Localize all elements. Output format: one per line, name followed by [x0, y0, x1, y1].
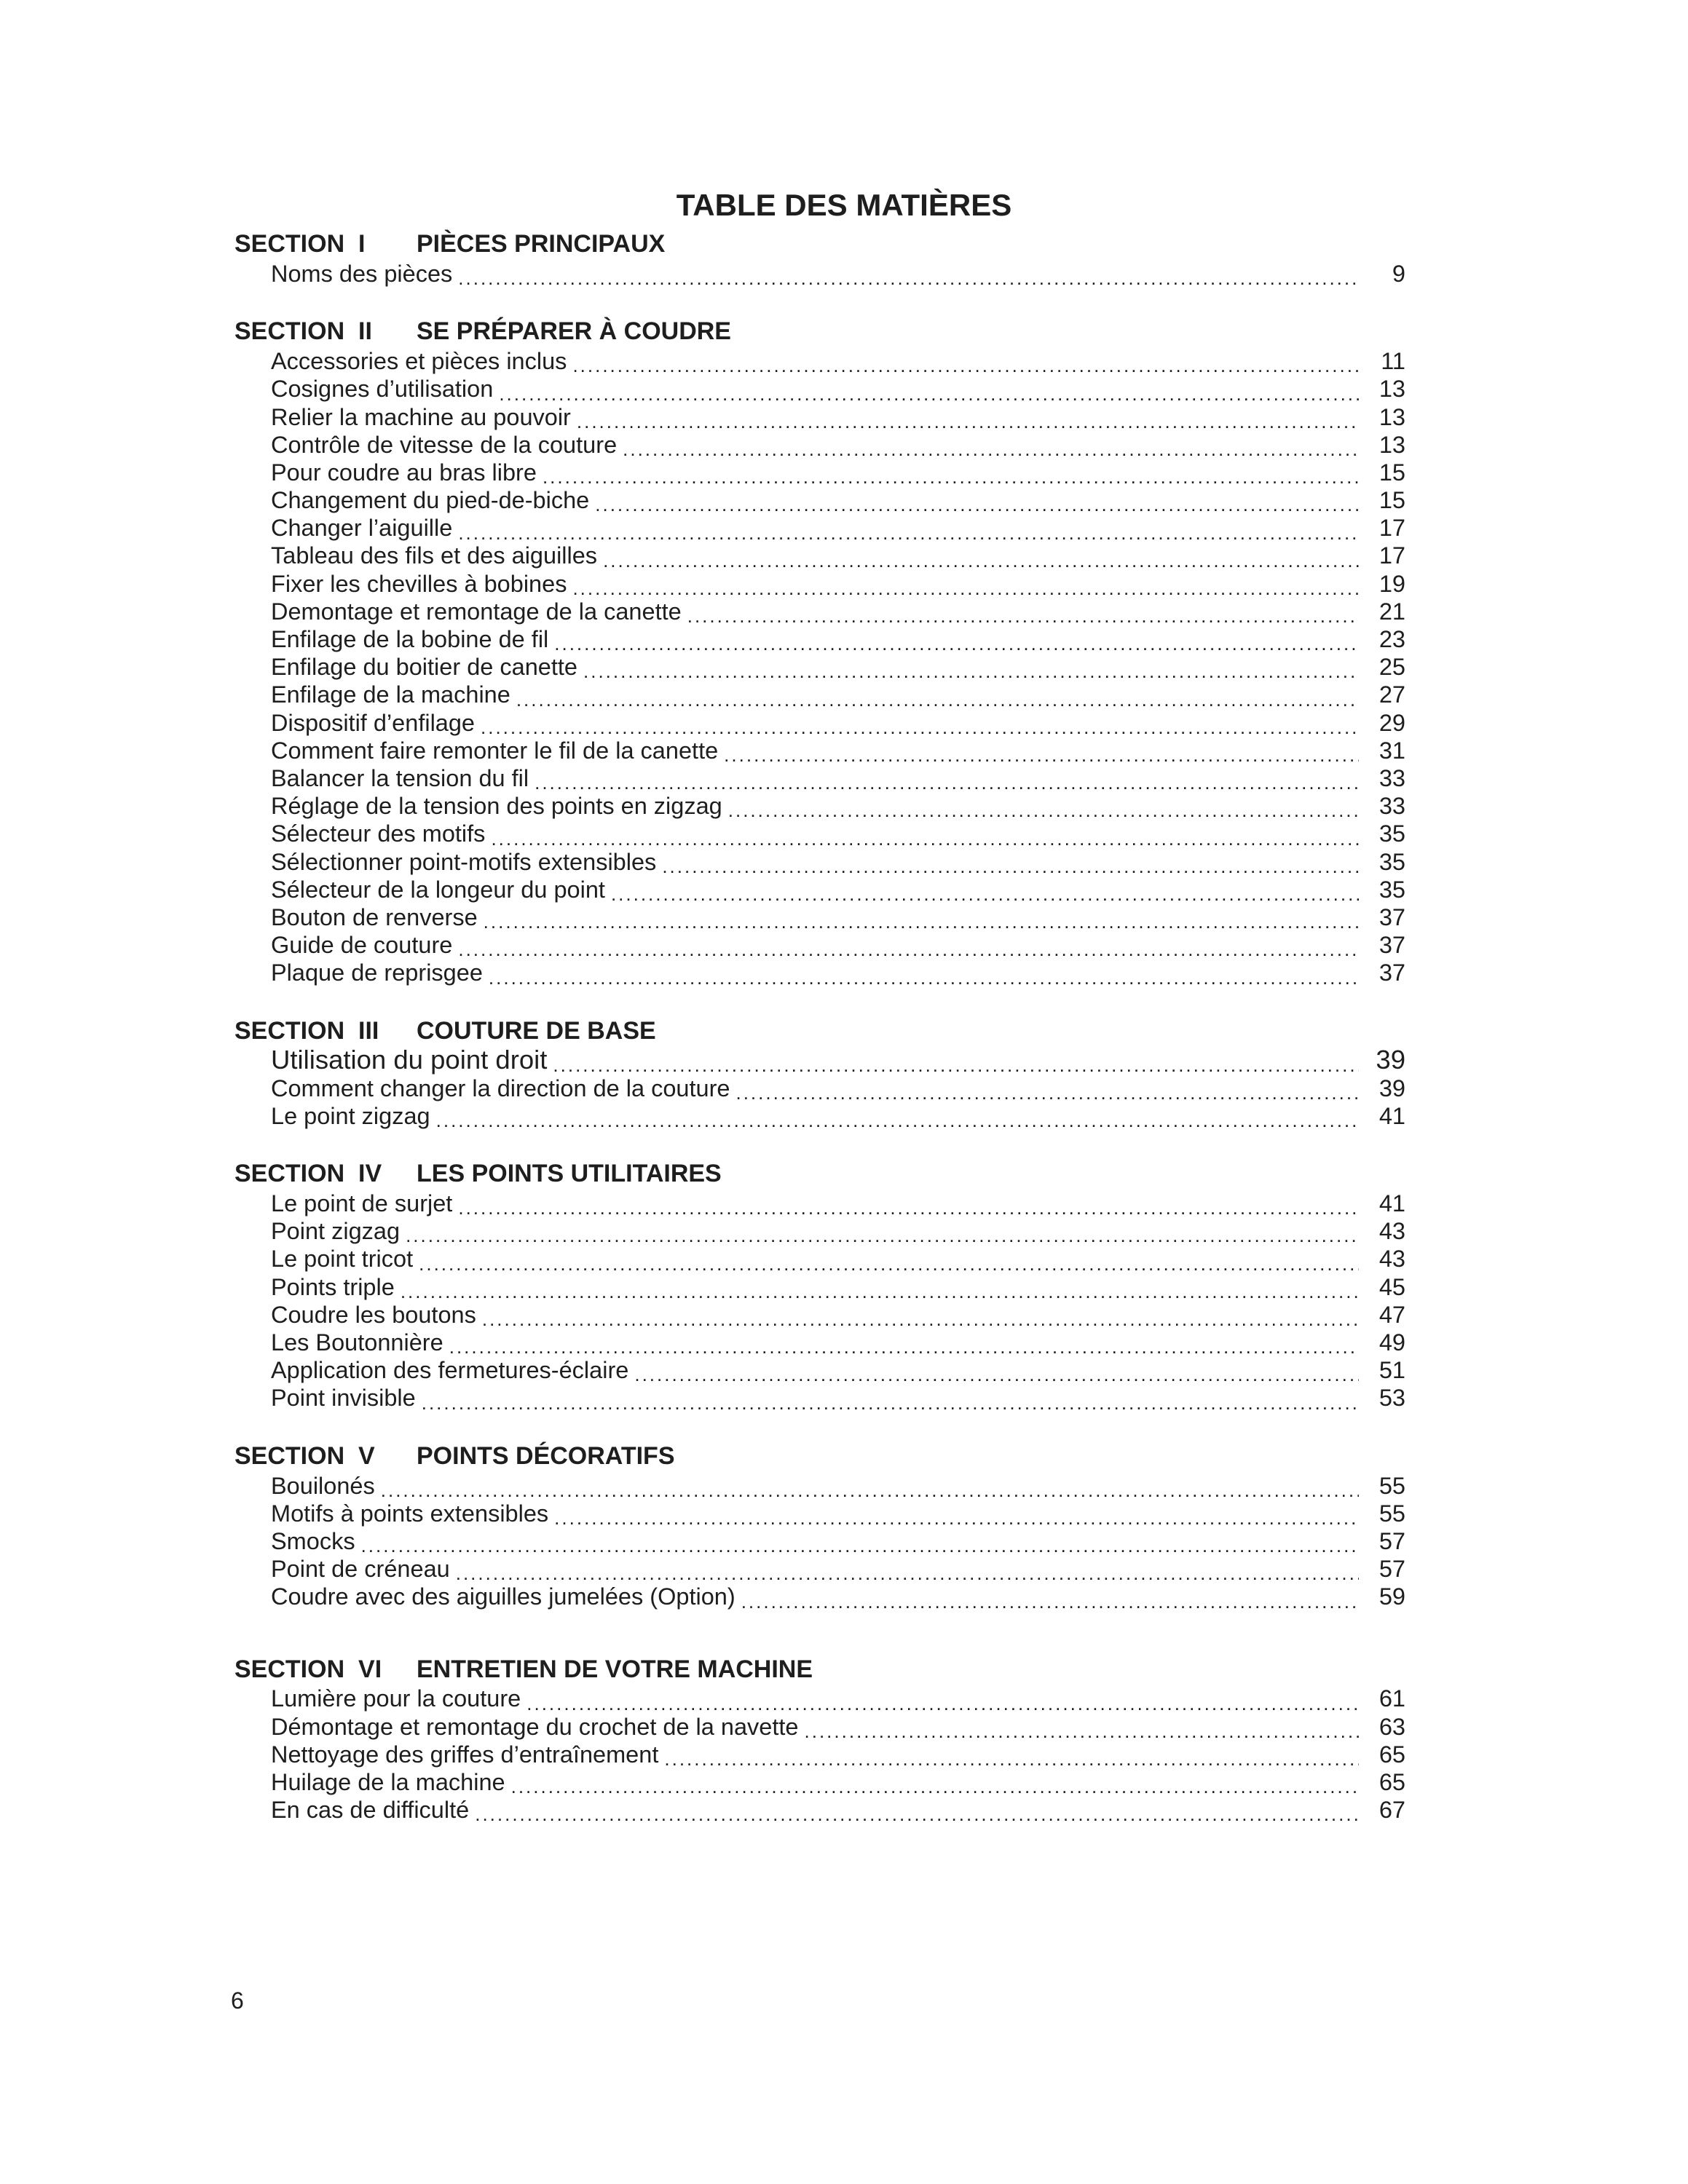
entry-label: Comment faire remonter le fil de la canette	[271, 737, 719, 764]
entry-label: Le point zigzag	[271, 1102, 430, 1129]
entry-page-number: 37	[1379, 903, 1405, 930]
toc-entry	[234, 1685, 1405, 1713]
dot-leader	[805, 1713, 1360, 1741]
entry-label: En cas de difficulté	[271, 1797, 470, 1824]
toc-entry	[234, 1075, 1405, 1102]
toc-entry	[234, 1190, 1405, 1217]
entry-label: Fixer les chevilles à bobines	[271, 570, 567, 597]
dot-leader	[664, 1741, 1359, 1768]
dot-leader	[735, 1075, 1359, 1102]
entry-page-number: 17	[1379, 515, 1405, 542]
entry-page-number: 17	[1379, 542, 1405, 569]
section-heading	[234, 1158, 1405, 1190]
dot-leader	[458, 260, 1359, 288]
toc-entry	[234, 764, 1405, 792]
entry-page-number: 53	[1379, 1385, 1405, 1412]
entry-page-number: 15	[1379, 459, 1405, 486]
dot-leader	[511, 1768, 1359, 1796]
entry-label: Démontage et remontage du crochet de la navette	[271, 1713, 799, 1740]
section-number: SECTION VI	[234, 1655, 382, 1683]
toc-entry	[234, 1555, 1405, 1583]
entry-label: Comment changer la direction de la couture	[271, 1075, 730, 1101]
dot-leader	[553, 1047, 1359, 1075]
entry-label: Les Boutonnière	[271, 1329, 443, 1356]
entry-page-number: 15	[1379, 487, 1405, 514]
dot-leader	[361, 1527, 1359, 1555]
entry-page-number: 11	[1381, 348, 1405, 375]
entry-label: Lumière pour la couture	[271, 1685, 521, 1712]
entry-page-number: 65	[1379, 1741, 1405, 1768]
entry-page-number: 45	[1379, 1273, 1405, 1300]
entry-label: Nettoyage des griffes d’entraînement	[271, 1741, 659, 1768]
entry-label: Contrôle de vitesse de la couture	[271, 431, 618, 458]
dot-leader	[401, 1273, 1359, 1301]
toc-entry	[234, 431, 1405, 459]
section-title: LES POINTS UTILITAIRES	[417, 1160, 722, 1188]
entry-page-number: 43	[1379, 1218, 1405, 1245]
toc-entry	[234, 542, 1405, 570]
entry-page-number: 21	[1379, 598, 1405, 625]
entry-label: Plaque de reprisgee	[271, 960, 483, 986]
section-heading	[234, 228, 1405, 260]
entry-page-number: 43	[1379, 1246, 1405, 1273]
dot-leader	[475, 1796, 1359, 1824]
entry-label: Enfilage de la bobine de fil	[271, 626, 549, 653]
dot-leader	[406, 1217, 1359, 1245]
entry-label: Enfilage du boitier de canette	[271, 654, 577, 681]
dot-leader	[577, 403, 1359, 431]
entry-label: Bouton de renverse	[271, 903, 478, 930]
toc-entry	[234, 347, 1405, 375]
entry-page-number: 25	[1379, 654, 1405, 681]
entry-page-number: 29	[1379, 709, 1405, 736]
page-title: TABLE DES MATIÈRES	[676, 188, 1012, 222]
dot-leader	[381, 1472, 1359, 1500]
entry-label: Application des fermetures-éclaire	[271, 1357, 629, 1384]
dot-leader	[456, 1555, 1359, 1583]
toc-entry	[234, 459, 1405, 486]
entry-page-number: 47	[1379, 1301, 1405, 1328]
dot-leader	[687, 598, 1359, 625]
toc-entry	[234, 959, 1405, 986]
entry-label: Changement du pied-de-biche	[271, 487, 590, 514]
toc-entry	[234, 403, 1405, 431]
entry-page-number: 61	[1379, 1685, 1405, 1712]
entry-label: Bouilonés	[271, 1472, 375, 1499]
entry-label: Point zigzag	[271, 1218, 401, 1245]
toc-entry	[234, 792, 1405, 820]
entry-page-number: 13	[1379, 431, 1405, 458]
toc-section	[234, 1158, 1405, 1412]
dot-leader	[422, 1384, 1359, 1412]
page-number: 6	[231, 1987, 244, 2014]
entry-label: Point invisible	[271, 1385, 416, 1412]
entry-label: Cosignes d’utilisation	[271, 376, 494, 403]
entry-page-number: 57	[1379, 1527, 1405, 1554]
entry-page-number: 13	[1379, 403, 1405, 430]
entry-page-number: 59	[1379, 1583, 1405, 1610]
toc-entry	[234, 1301, 1405, 1329]
toc-entry	[234, 681, 1405, 708]
entry-page-number: 41	[1379, 1102, 1405, 1129]
entry-page-number: 63	[1379, 1713, 1405, 1740]
toc-entry	[234, 486, 1405, 514]
dot-leader	[741, 1583, 1359, 1610]
toc-entry	[234, 1356, 1405, 1384]
dot-leader	[458, 931, 1359, 959]
toc-entry	[234, 1047, 1405, 1075]
entry-label: Noms des pièces	[271, 260, 453, 287]
toc-section	[234, 1653, 1405, 1824]
entry-page-number: 27	[1379, 681, 1405, 708]
entry-page-number: 31	[1379, 737, 1405, 764]
entry-label: Coudre les boutons	[271, 1301, 476, 1328]
entry-page-number: 39	[1376, 1045, 1405, 1075]
toc-entry	[234, 1102, 1405, 1130]
entry-page-number: 67	[1379, 1797, 1405, 1824]
dot-leader	[484, 903, 1359, 931]
entry-label: Enfilage de la machine	[271, 681, 510, 708]
entry-label: Points triple	[271, 1273, 395, 1300]
dot-leader	[449, 1329, 1359, 1356]
entry-page-number: 23	[1379, 626, 1405, 653]
entry-label: Sélecteur des motifs	[271, 820, 486, 847]
toc-entry	[234, 709, 1405, 737]
section-number: SECTION V	[234, 1441, 375, 1470]
section-heading	[234, 315, 1405, 347]
toc-entry	[234, 653, 1405, 681]
entry-page-number: 37	[1379, 960, 1405, 986]
entry-label: Changer l’aiguille	[271, 515, 453, 542]
entry-page-number: 55	[1379, 1472, 1405, 1499]
entry-page-number: 39	[1379, 1075, 1405, 1101]
entry-label: Guide de couture	[271, 932, 453, 959]
dot-leader	[419, 1245, 1359, 1273]
toc-entry	[234, 1273, 1405, 1301]
toc-section	[234, 315, 1405, 986]
entry-page-number: 65	[1379, 1769, 1405, 1796]
section-title: SE PRÉPARER À COUDRE	[417, 317, 731, 346]
dot-leader	[535, 764, 1359, 792]
entry-label: Utilisation du point droit	[271, 1045, 548, 1075]
entry-page-number: 57	[1379, 1556, 1405, 1583]
dot-leader	[583, 653, 1359, 681]
section-number: SECTION IV	[234, 1160, 382, 1188]
dot-leader	[489, 959, 1359, 986]
entry-label: Smocks	[271, 1527, 355, 1554]
section-heading	[234, 1015, 1405, 1047]
entry-label: Point de créneau	[271, 1556, 450, 1583]
toc-entry	[234, 820, 1405, 847]
entry-page-number: 49	[1379, 1329, 1405, 1356]
entry-page-number: 41	[1379, 1190, 1405, 1217]
entry-page-number: 51	[1379, 1357, 1405, 1384]
dot-leader	[482, 1301, 1359, 1329]
dot-leader	[481, 709, 1359, 737]
dot-leader	[603, 542, 1359, 570]
entry-label: Le point tricot	[271, 1246, 414, 1273]
toc-entry	[234, 737, 1405, 764]
toc-entry	[234, 903, 1405, 931]
toc-entry	[234, 1217, 1405, 1245]
dot-leader	[458, 1190, 1359, 1217]
dot-leader	[662, 848, 1359, 876]
toc-entry	[234, 1245, 1405, 1273]
toc-section	[234, 228, 1405, 288]
section-title: COUTURE DE BASE	[417, 1016, 656, 1045]
dot-leader	[611, 876, 1359, 903]
section-heading	[234, 1653, 1405, 1685]
entry-page-number: 9	[1392, 260, 1405, 287]
toc-entry	[234, 260, 1405, 288]
toc-entry	[234, 1583, 1405, 1610]
entry-label: Sélecteur de la longeur du point	[271, 876, 605, 903]
entry-label: Le point de surjet	[271, 1190, 453, 1217]
toc-entry	[234, 848, 1405, 876]
entry-page-number: 35	[1379, 848, 1405, 875]
dot-leader	[499, 375, 1359, 403]
toc-entry	[234, 625, 1405, 653]
section-number: SECTION I	[234, 230, 366, 258]
entry-label: Relier la machine au pouvoir	[271, 403, 571, 430]
entry-page-number: 19	[1379, 570, 1405, 597]
entry-label: Balancer la tension du fil	[271, 764, 529, 791]
entry-label: Motifs à points extensibles	[271, 1500, 549, 1527]
entry-label: Sélectionner point-motifs extensibles	[271, 848, 657, 875]
toc-entry	[234, 375, 1405, 403]
entry-page-number: 33	[1379, 764, 1405, 791]
toc-entry	[234, 1768, 1405, 1796]
toc-entry	[234, 1796, 1405, 1824]
table-of-contents	[234, 228, 1405, 1851]
dot-leader	[458, 514, 1359, 542]
dot-leader	[516, 681, 1359, 708]
toc-entry	[234, 1329, 1405, 1356]
entry-label: Accessories et pièces inclus	[271, 348, 567, 375]
toc-entry	[234, 1713, 1405, 1741]
toc-entry	[234, 1472, 1405, 1500]
toc-entry	[234, 514, 1405, 542]
section-number: SECTION II	[234, 317, 372, 346]
section-number: SECTION III	[234, 1016, 379, 1045]
dot-leader	[543, 459, 1359, 486]
entry-label: Pour coudre au bras libre	[271, 459, 537, 486]
dot-leader	[623, 431, 1359, 459]
toc-section	[234, 1015, 1405, 1131]
toc-entry	[234, 876, 1405, 903]
toc-entry	[234, 1527, 1405, 1555]
toc-entry	[234, 1384, 1405, 1412]
toc-entry	[234, 1741, 1405, 1768]
entry-label: Coudre avec des aiguilles jumelées (Option)	[271, 1583, 735, 1610]
section-title: PIÈCES PRINCIPAUX	[417, 230, 666, 258]
entry-label: Tableau des fils et des aiguilles	[271, 542, 598, 569]
dot-leader	[436, 1102, 1359, 1130]
entry-page-number: 35	[1379, 876, 1405, 903]
toc-entry	[234, 570, 1405, 598]
section-title: POINTS DÉCORATIFS	[417, 1441, 675, 1470]
toc-entry	[234, 1500, 1405, 1527]
dot-leader	[572, 347, 1359, 375]
dot-leader	[634, 1356, 1359, 1384]
section-heading	[234, 1440, 1405, 1472]
dot-leader	[724, 737, 1359, 764]
entry-page-number: 35	[1379, 820, 1405, 847]
entry-label: Demontage et remontage de la canette	[271, 598, 682, 625]
dot-leader	[728, 792, 1359, 820]
dot-leader	[526, 1685, 1359, 1713]
section-title: ENTRETIEN DE VOTRE MACHINE	[417, 1655, 813, 1683]
entry-label: Réglage de la tension des points en zigzag	[271, 793, 722, 820]
dot-leader	[595, 486, 1359, 514]
toc-section	[234, 1440, 1405, 1611]
dot-leader	[572, 570, 1359, 598]
entry-label: Huilage de la machine	[271, 1769, 505, 1796]
toc-entry	[234, 598, 1405, 625]
entry-page-number: 13	[1379, 376, 1405, 403]
dot-leader	[554, 625, 1359, 653]
toc-entry	[234, 931, 1405, 959]
dot-leader	[491, 820, 1359, 847]
entry-label: Dispositif d’enfilage	[271, 709, 476, 736]
entry-page-number: 55	[1379, 1500, 1405, 1527]
entry-page-number: 37	[1379, 932, 1405, 959]
dot-leader	[554, 1500, 1359, 1527]
entry-page-number: 33	[1379, 793, 1405, 820]
